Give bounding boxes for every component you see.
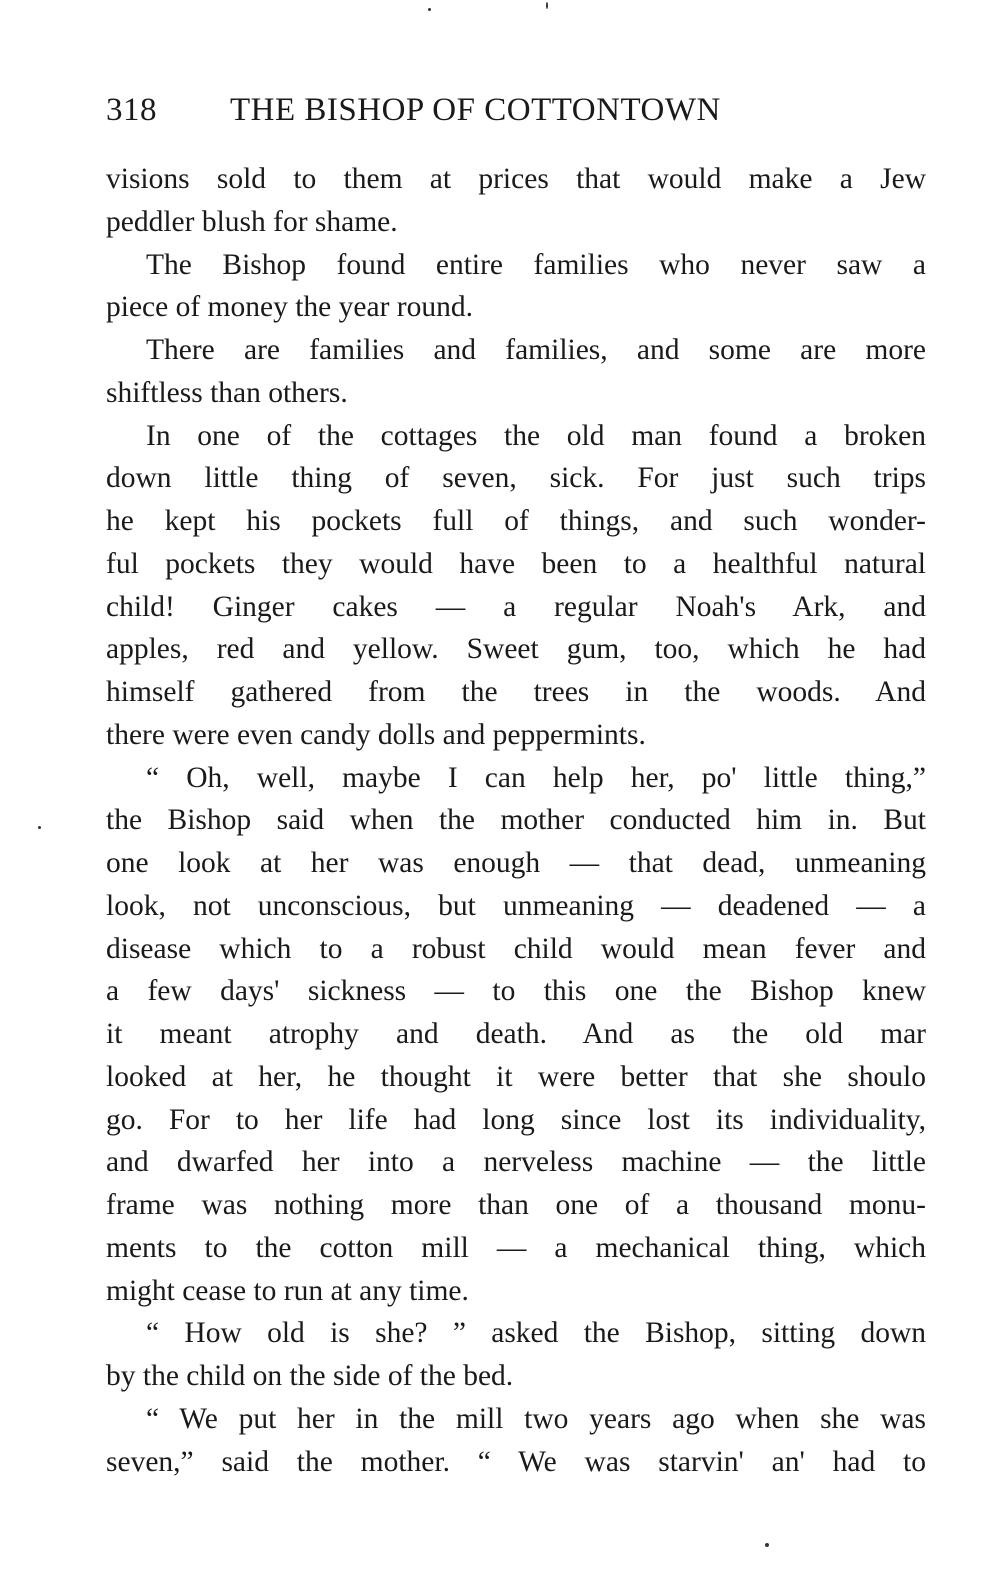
- page-number: 318: [106, 92, 157, 128]
- text-line: “ How old is she? ” asked the Bishop, sitting down: [146, 1317, 926, 1350]
- text-line: In one of the cottages the old man found a broken: [146, 419, 926, 452]
- text-line: there were even candy dolls and peppermints.: [106, 718, 646, 751]
- text-line: looked at her, he thought it were better that she shoulo: [106, 1060, 926, 1093]
- text-line: it meant atrophy and death. And as the old mar: [106, 1018, 926, 1050]
- text-line: one look at her was enough — that dead, unmeaning: [106, 847, 926, 879]
- text-line: the Bishop said when the mother conducted him in. But: [106, 804, 926, 837]
- text-line: peddler blush for shame.: [106, 205, 398, 238]
- running-title: THE BISHOP OF COTTONTOWN: [230, 92, 721, 128]
- text-line: “ Oh, well, maybe I can help her, po' little thing,”: [146, 761, 926, 794]
- text-line: by the child on the side of the bed.: [106, 1360, 514, 1392]
- text-line: apples, red and yellow. Sweet gum, too, which he had: [106, 633, 926, 666]
- text-line: shiftless than others.: [106, 376, 348, 409]
- text-line: visions sold to them at prices that would make a Jew: [106, 163, 926, 195]
- text-line: a few days' sickness — to this one the Bishop knew: [106, 975, 926, 1008]
- text-line: frame was nothing more than one of a thousand monu-: [106, 1189, 926, 1221]
- text-line: look, not unconscious, but unmeaning — deadened — a: [106, 889, 926, 922]
- print-speck: [546, 2, 548, 9]
- text-line: child! Ginger cakes — a regular Noah's Ark, and: [106, 590, 926, 623]
- text-line: piece of money the year round.: [106, 291, 473, 324]
- text-line: and dwarfed her into a nerveless machine — the little: [106, 1146, 926, 1179]
- text-line: disease which to a robust child would mean fever and: [106, 932, 926, 965]
- text-line: seven,” said the mother. “ We was starvin' an' had to: [106, 1445, 926, 1478]
- body-text: [106, 158, 926, 1483]
- print-speck: [428, 8, 431, 11]
- text-line: The Bishop found entire families who never saw a: [146, 248, 926, 281]
- text-line: down little thing of seven, sick. For just such trips: [106, 462, 926, 495]
- text-line: go. For to her life had long since lost its individuality,: [106, 1103, 926, 1136]
- text-line: There are families and families, and some are more: [146, 334, 926, 366]
- text-line: might cease to run at any time.: [106, 1274, 469, 1307]
- page-header: [106, 92, 926, 140]
- text-line: ments to the cotton mill — a mechanical thing, which: [106, 1231, 926, 1264]
- text-line: ful pockets they would have been to a healthful natural: [106, 547, 926, 580]
- text-line: himself gathered from the trees in the woods. And: [106, 676, 926, 708]
- text-line: he kept his pockets full of things, and such wonder-: [106, 505, 926, 537]
- print-speck: [765, 1543, 769, 1547]
- text-line: “ We put her in the mill two years ago when she was: [146, 1402, 926, 1435]
- print-speck: [38, 826, 41, 829]
